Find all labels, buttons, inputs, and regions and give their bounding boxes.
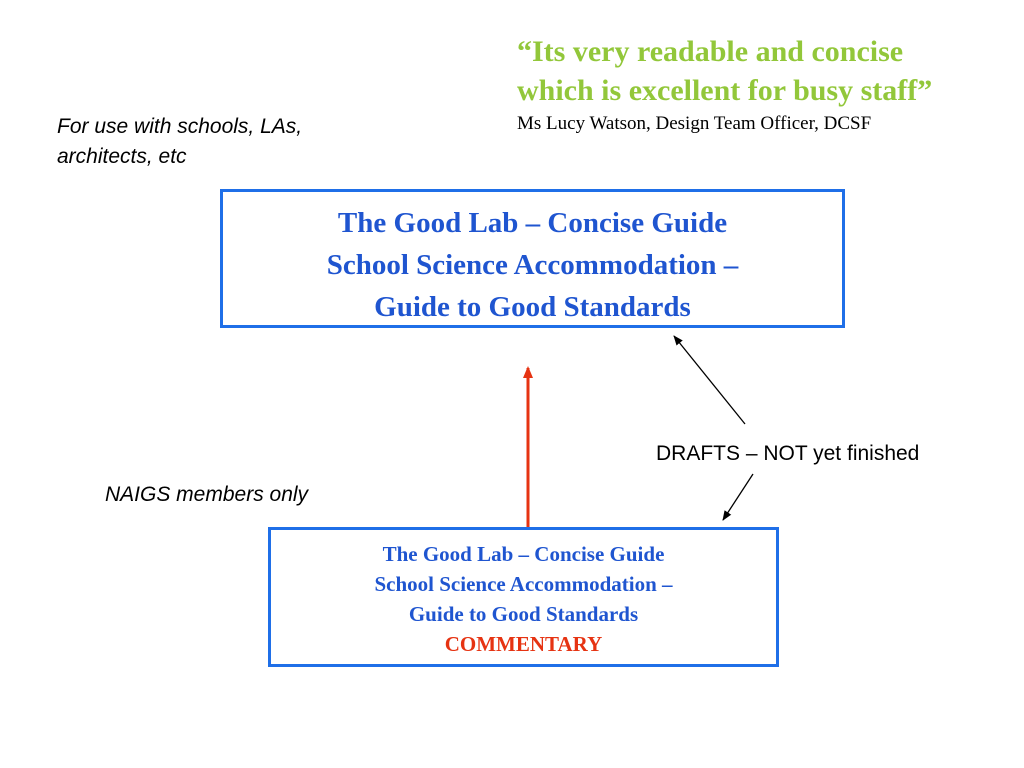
audience-note-line: For use with schools, LAs, bbox=[57, 115, 303, 138]
members-note: NAIGS members only bbox=[105, 483, 309, 506]
audience-note-line: architects, etc bbox=[57, 145, 187, 168]
quote-line: “Its very readable and concise bbox=[517, 35, 904, 68]
commentary-title-line: The Good Lab – Concise Guide bbox=[382, 542, 665, 566]
drafts-to-main-arrow bbox=[674, 336, 745, 424]
main-guide-title-line: School Science Accommodation – bbox=[326, 249, 739, 281]
quote-line: which is excellent for busy staff” bbox=[517, 74, 933, 107]
audience-note bbox=[57, 112, 302, 172]
main-guide-title-line: The Good Lab – Concise Guide bbox=[337, 207, 728, 239]
drafts-to-commentary-arrow bbox=[723, 474, 753, 520]
commentary-label: COMMENTARY bbox=[444, 632, 603, 656]
commentary-guide-box bbox=[268, 527, 779, 667]
quote-attribution: Ms Lucy Watson, Design Team Officer, DCSF bbox=[517, 113, 872, 134]
main-guide-box bbox=[220, 189, 845, 328]
testimonial-quote bbox=[517, 32, 1017, 110]
commentary-title-line: School Science Accommodation – bbox=[374, 572, 673, 596]
main-guide-title-line: Guide to Good Standards bbox=[374, 291, 691, 323]
drafts-note: DRAFTS – NOT yet finished bbox=[656, 442, 920, 465]
commentary-title-line: Guide to Good Standards bbox=[408, 602, 639, 626]
